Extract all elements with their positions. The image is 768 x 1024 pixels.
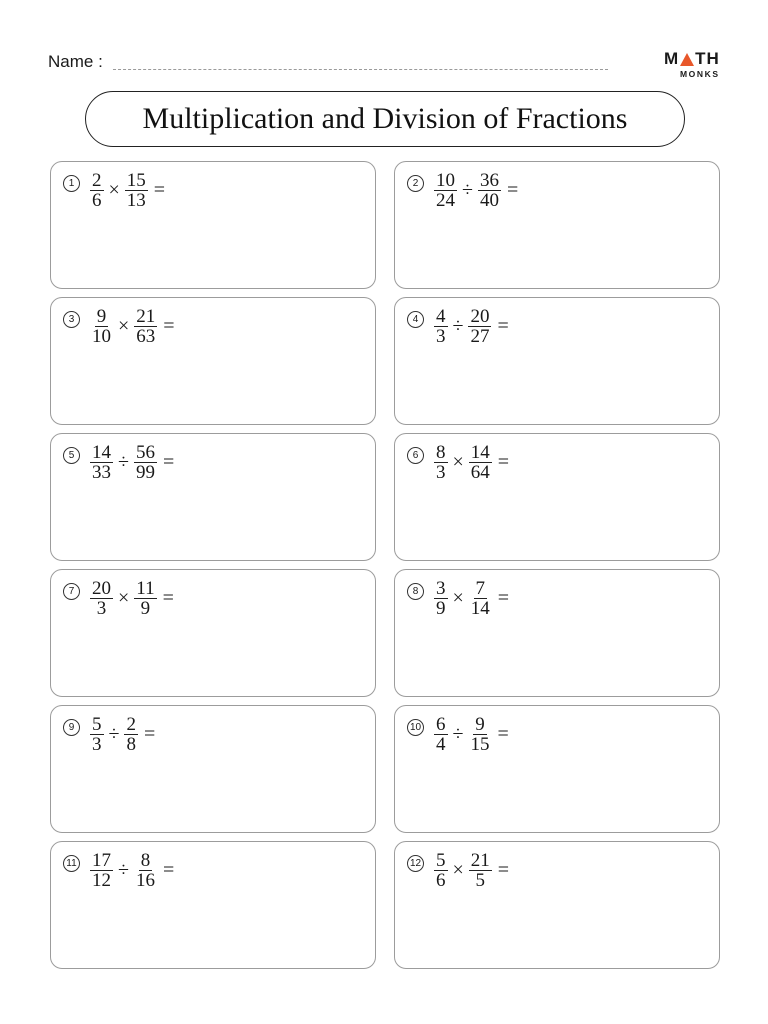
second-denominator: 64: [470, 462, 490, 483]
operator: ×: [108, 179, 120, 201]
equals-sign: =: [506, 179, 519, 201]
second-denominator: 16: [135, 870, 155, 891]
name-label: Name :: [48, 52, 103, 71]
first-numerator: 8: [436, 442, 446, 463]
problem-number: 5: [63, 447, 80, 464]
second-fraction: [468, 307, 491, 346]
operator: ×: [452, 451, 464, 473]
first-denominator: 3: [96, 598, 107, 619]
problem-expression: [63, 307, 175, 346]
problem-card[interactable]: [394, 297, 720, 425]
problem-expression: [407, 579, 509, 618]
first-fraction: [434, 579, 448, 618]
equals-sign: =: [162, 859, 175, 881]
second-denominator: 9: [140, 598, 151, 619]
first-numerator: 5: [436, 850, 446, 871]
first-numerator: 10: [436, 170, 455, 191]
math-monks-logo: [664, 50, 724, 80]
operator: ÷: [452, 315, 464, 337]
first-numerator: 6: [436, 714, 446, 735]
problem-number: 7: [63, 583, 80, 600]
problem-card[interactable]: [50, 569, 376, 697]
equals-sign: =: [497, 451, 510, 473]
second-denominator: 5: [475, 870, 486, 891]
operator: ×: [452, 587, 464, 609]
problem-number: 11: [63, 855, 80, 872]
problem-card[interactable]: [50, 705, 376, 833]
first-denominator: 10: [92, 326, 111, 347]
second-fraction: [478, 171, 501, 210]
problem-number: 3: [63, 311, 80, 328]
problem-expression: [63, 443, 174, 482]
first-denominator: 6: [436, 870, 446, 891]
first-fraction: [434, 171, 457, 210]
second-denominator: 27: [470, 326, 490, 347]
second-numerator: 20: [470, 306, 490, 327]
first-fraction: [90, 579, 113, 618]
problem-grid: [50, 161, 720, 969]
problem-card[interactable]: [394, 569, 720, 697]
problem-number: 8: [407, 583, 424, 600]
second-fraction: [134, 307, 157, 346]
problem-number: 9: [63, 719, 80, 736]
operator: ×: [452, 859, 464, 881]
first-numerator: 14: [92, 442, 111, 463]
problem-number: 12: [407, 855, 424, 872]
second-fraction: [124, 715, 138, 754]
second-fraction: [134, 851, 157, 890]
problem-card[interactable]: [50, 841, 376, 969]
problem-expression: [407, 715, 509, 754]
equals-sign: =: [497, 723, 509, 745]
second-numerator: 9: [475, 714, 485, 735]
second-denominator: 14: [470, 598, 490, 619]
second-fraction: [469, 851, 492, 890]
problem-card[interactable]: [50, 161, 376, 289]
first-fraction: [90, 443, 113, 482]
problem-card[interactable]: [50, 433, 376, 561]
problem-card[interactable]: [394, 841, 720, 969]
second-numerator: 36: [479, 170, 499, 191]
equals-sign: =: [497, 587, 510, 609]
operator: ×: [118, 315, 130, 337]
first-numerator: 9: [96, 306, 107, 327]
equals-sign: =: [162, 587, 174, 609]
second-numerator: 15: [126, 170, 146, 191]
operator: ÷: [462, 179, 473, 201]
problem-number: 1: [63, 175, 80, 192]
problem-expression: [63, 851, 174, 890]
first-numerator: 17: [92, 850, 111, 871]
second-numerator: 8: [140, 850, 151, 871]
first-numerator: 4: [436, 306, 446, 327]
second-numerator: 2: [126, 714, 136, 735]
first-denominator: 3: [436, 462, 446, 483]
problem-expression: [63, 171, 165, 210]
second-denominator: 15: [470, 734, 490, 755]
first-fraction: [434, 851, 448, 890]
problem-card[interactable]: [394, 161, 720, 289]
operator: ÷: [108, 723, 120, 745]
problem-number: 4: [407, 311, 424, 328]
name-row: [48, 50, 608, 72]
second-denominator: 99: [135, 462, 155, 483]
logo-letter-m: M: [664, 49, 680, 68]
first-denominator: 12: [92, 870, 111, 891]
logo-wordmark: [664, 50, 724, 68]
second-numerator: 56: [135, 442, 155, 463]
first-fraction: [90, 307, 113, 346]
problem-expression: [407, 171, 518, 210]
first-fraction: [90, 715, 104, 754]
first-numerator: 20: [92, 578, 111, 599]
second-fraction: [125, 171, 148, 210]
first-denominator: 33: [92, 462, 111, 483]
second-denominator: 63: [136, 326, 156, 347]
logo-subtext: MONKS: [680, 69, 720, 79]
second-numerator: 11: [136, 578, 155, 599]
equals-sign: =: [143, 723, 156, 745]
first-denominator: 3: [92, 734, 102, 755]
first-denominator: 3: [436, 326, 446, 347]
first-numerator: 5: [92, 714, 102, 735]
problem-expression: [407, 307, 509, 346]
operator: ×: [118, 587, 130, 609]
logo-letters-th: TH: [695, 49, 720, 68]
first-fraction: [90, 171, 104, 210]
second-denominator: 40: [479, 190, 499, 211]
second-numerator: 7: [475, 578, 486, 599]
equals-sign: =: [162, 451, 175, 473]
second-fraction: [469, 579, 492, 618]
second-fraction: [468, 715, 491, 754]
triangle-icon: [680, 53, 694, 66]
second-fraction: [134, 579, 156, 618]
operator: ÷: [118, 451, 129, 473]
equals-sign: =: [497, 859, 510, 881]
problem-card[interactable]: [50, 297, 376, 425]
operator: ÷: [118, 859, 129, 881]
second-denominator: 8: [126, 734, 136, 755]
problem-number: 6: [407, 447, 424, 464]
second-fraction: [469, 443, 492, 482]
first-fraction: [90, 851, 113, 890]
first-denominator: 4: [436, 734, 446, 755]
first-denominator: 9: [436, 598, 446, 619]
equals-sign: =: [153, 179, 166, 201]
second-numerator: 21: [470, 850, 490, 871]
first-numerator: 3: [436, 578, 446, 599]
first-fraction: [434, 715, 448, 754]
problem-card[interactable]: [394, 433, 720, 561]
second-fraction: [134, 443, 157, 482]
second-numerator: 21: [136, 306, 156, 327]
first-fraction: [434, 307, 448, 346]
second-numerator: 14: [470, 442, 490, 463]
problem-card[interactable]: [394, 705, 720, 833]
problem-number: 10: [407, 719, 424, 736]
problem-expression: [407, 443, 509, 482]
first-numerator: 2: [92, 170, 102, 191]
first-denominator: 24: [436, 190, 455, 211]
problem-expression: [63, 715, 155, 754]
equals-sign: =: [497, 315, 509, 337]
equals-sign: =: [163, 315, 175, 337]
operator: ÷: [452, 723, 464, 745]
title-box: [85, 91, 685, 147]
first-denominator: 6: [92, 190, 102, 211]
problem-expression: [407, 851, 509, 890]
page-title: Multiplication and Division of Fractions: [142, 102, 628, 135]
problem-number: 2: [407, 175, 424, 192]
name-line[interactable]: [113, 54, 608, 70]
first-fraction: [434, 443, 448, 482]
problem-expression: [63, 579, 174, 618]
second-denominator: 13: [126, 190, 146, 211]
